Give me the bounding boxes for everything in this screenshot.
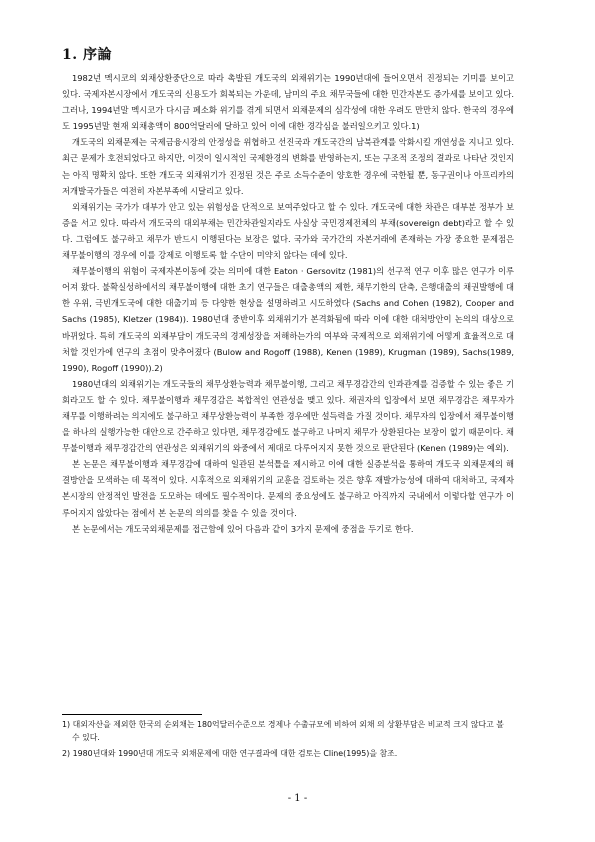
paragraph: 본 논문에서는 개도국외채문제를 접근함에 있어 다음과 같이 3가지 문제에 중점을 두기로 한다.	[72, 523, 414, 534]
footnote-1: 1) 대외자산을 제외한 한국의 순외채는 180억달러수준으로 경제나 수출규모에 비하여 외채 의 상환부담은 비교적 크지 않다고 볼 수 있다.	[62, 720, 504, 742]
page-number: - 1 -	[287, 793, 308, 804]
body-text	[62, 70, 514, 537]
section-title: 1. 序論	[62, 47, 112, 63]
paragraph: 외채위기는 국가가 대부가 안고 있는 위험성을 단적으로 보여주었다고 할 수 있다. 개도국에 대한 차관은 대부분 정부가 보증을 서고 있다. 따라서 개도국의 대외부채는 민간차관일지라도 사실상 국민경제전체의 부채(sovereign debt)라고 할 수 있다. 그럼에도 불구하고 채무가 반드시 이행된다는 보장은 없다. 국가와 국가간의 자본거래에 존재하는 가장 중요한 문제점은 채무불이행의 경우에 이를 강제로 이행토록 할 수단이 미약치 않다는 데에 있다.	[62, 201, 514, 261]
paragraph: 개도국의 외채문제는 국제금융시장의 안정성을 위협하고 선진국과 개도국간의 남북관계를 악화시킬 개연성을 지니고 있다. 최근 문제가 호전되었다고 하지만, 이것이 일시적인 국제환경의 변화를 반영하는지, 또는 구조적 조정의 결과로 나타난 것인지는 아직 명확치 않다. 또한 개도국 외채위기가 진정된 것은 주로 소득수준이 양호한 경우에 국한될 뿐, 동구권이나 아프리카의 저개발국가들은 여전히 자본부족에 시달리고 있다.	[62, 137, 514, 196]
paragraph: 채무불이행의 위험이 국제자본이동에 갖는 의미에 대한 Eaton · Gersovitz (1981)의 선구적 연구 이후 많은 연구가 이루어져 왔다. 불확실성하에서의 채무불이행에 대한 초기 연구들은 대출총액의 제한, 채무기한의 단축, 은행대출의 채권발행에 대한 우위, 극빈개도국에 대한 대출기피 등 다양한 현상을 설명하려고 시도하였다 (Sachs and Cohen (1982), Cooper and Sachs (1985), Kletzer (1984)). 1980년대 중반이후 외채위기가 본격화됨에 따라 이에 대한 대처방안이 논의의 대상으로 바뀌었다. 특히 개도국의 외채부담이 개도국의 경제성장을 저해하는가의 여부와 국제적으로 외채위기에 어떻게 효율적으로 대처할 것인가에 연구의 초점이 맞추어졌다 (Bulow and Rogoff (1988), Kenen (1989), Krugman (1989), Sachs(1989, 1990), Rogoff (1990)).2)	[62, 266, 514, 373]
paragraph: 1982년 멕시코의 외채상환중단으로 따라 촉발된 개도국의 외채위기는 1990년대에 들어오면서 진정되는 기미를 보이고 있다. 국제자본시장에서 개도국의 신용도가 회복되는 가운데, 남미의 주요 채무국들에 대한 민간자본도 증가세를 보이고 있다. 그러나, 1994년말 멕시코가 다시금 페소화 위기를 겪게 되면서 외채문제의 심각성에 대한 우려도 만만치 않다. 한국의 경우에도 1995년말 현재 외채총액이 800억달러에 달하고 있어 이에 대한 경각심을 불러일으키고 있다.1)	[62, 73, 514, 132]
paragraph: 본 논문은 채무불이행과 채무경감에 대하여 일관된 분석틀을 제시하고 이에 대한 실증분석을 통하여 개도국 외채문제의 해결방안을 모색하는 데 목적이 있다. 시후적으로 외채위기의 교훈을 검토하는 것은 향후 재발가능성에 대하여 대처하고, 국제자본시장의 안정적인 발전을 도모하는 데에도 필수적이다. 문제의 중요성에도 불구하고 아직까지 국내에서 이렇다할 연구가 이루어지지 않았다는 점에서 본 논문의 의의를 찾을 수 있을 것이다.	[62, 459, 514, 518]
footnote-2: 2) 1980년대와 1990년대 개도국 외채문제에 대한 연구결과에 대한 검토는 Cline(1995)을 참조.	[62, 749, 398, 758]
paragraph: 1980년대의 외채위기는 개도국들의 채무상환능력과 채무불이행, 그리고 채무경감간의 인과관계를 검증할 수 있는 좋은 기회라고도 할 수 있다. 채무불이행과 채무경감은 복합적인 연관성을 맺고 있다. 채권자의 입장에서 보면 채무경감은 채무자가 채무를 이행하려는 의지에도 불구하고 채무상환능력이 부족한 경우에만 설득력을 가질 것이다. 채무자의 입장에서 채무불이행을 하나의 실행가능한 대안으로 간주하고 있다면, 채무경감에도 불구하고 나머지 채무가 상환된다는 보장이 없기 때문이다. 채무불이행과 채무경감간의 연관성은 외채위기의 와중에서 제대로 다루어지지 못한 것으로 판단된다 (Kenen (1989)는 예외).	[62, 378, 514, 454]
footnote-divider	[62, 714, 202, 715]
